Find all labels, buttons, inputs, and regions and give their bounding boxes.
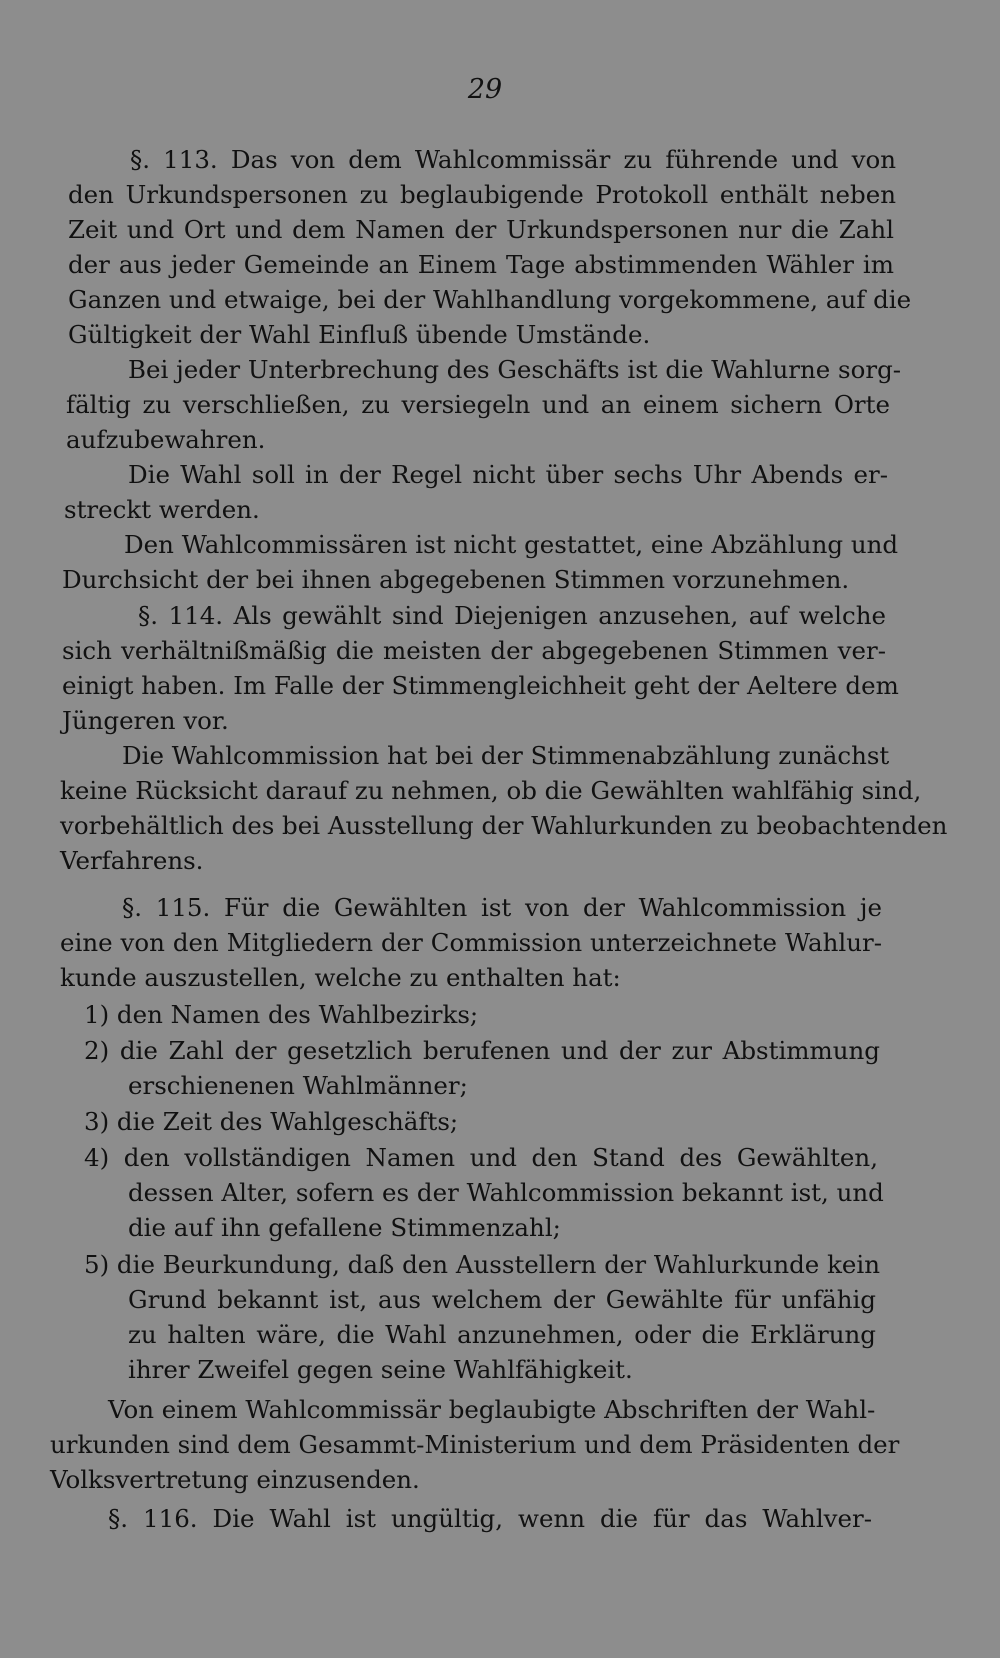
text-line: fältig zu verschließen, zu versiegeln und an einem sichern Orte: [66, 390, 890, 419]
list-item: 1) den Namen des Wahlbezirks;: [84, 1000, 479, 1029]
list-item-continuation: zu halten wäre, die Wahl anzunehmen, oder die Erklärung: [128, 1320, 876, 1349]
text-line: streckt werden.: [64, 495, 260, 524]
text-line: Die Wahlcommission hat bei der Stimmenabzählung zunächst: [122, 741, 890, 770]
text-line: §. 113. Das von dem Wahlcommissär zu führende und von: [130, 145, 896, 174]
list-item-continuation: Grund bekannt ist, aus welchem der Gewählte für unfähig: [128, 1285, 876, 1314]
list-item: 5) die Beurkundung, daß den Ausstellern der Wahlurkunde kein: [84, 1250, 881, 1279]
text-line: eine von den Mitgliedern der Commission unterzeichnete Wahlur-: [60, 928, 882, 957]
text-line: Von einem Wahlcommissär beglaubigte Abschriften der Wahl-: [108, 1395, 876, 1424]
text-line: urkunden sind dem Gesammt-Ministerium und dem Präsidenten der: [50, 1430, 900, 1459]
text-line: sich verhältnißmäßig die meisten der abgegebenen Stimmen ver-: [62, 636, 886, 665]
text-line: Bei jeder Unterbrechung des Geschäfts ist die Wahlurne sorg-: [128, 355, 902, 384]
list-item: 2) die Zahl der gesetzlich berufenen und der zur Abstimmung: [84, 1036, 880, 1065]
text-line: Gültigkeit der Wahl Einfluß übende Umstände.: [68, 320, 651, 349]
list-item-continuation: dessen Alter, sofern es der Wahlcommission bekannt ist, und: [128, 1178, 884, 1207]
text-line: kunde auszustellen, welche zu enthalten hat:: [60, 963, 621, 992]
text-line: Ganzen und etwaige, bei der Wahlhandlung vorgekommene, auf die: [68, 285, 912, 314]
text-line: der aus jeder Gemeinde an Einem Tage abstimmenden Wähler im: [68, 250, 894, 279]
text-line: Die Wahl soll in der Regel nicht über sechs Uhr Abends er-: [128, 460, 888, 489]
text-line: den Urkundspersonen zu beglaubigende Protokoll enthält neben: [68, 180, 896, 209]
text-line: Durchsicht der bei ihnen abgegebenen Stimmen vorzunehmen.: [62, 565, 850, 594]
text-line: Zeit und Ort und dem Namen der Urkundspersonen nur die Zahl: [68, 215, 894, 244]
text-line: §. 116. Die Wahl ist ungültig, wenn die für das Wahlver-: [108, 1504, 872, 1533]
list-item-continuation: erschienenen Wahlmänner;: [128, 1071, 468, 1100]
text-line: Verfahrens.: [60, 846, 204, 875]
list-item-continuation: die auf ihn gefallene Stimmenzahl;: [128, 1213, 561, 1242]
page-number: 29: [467, 74, 503, 105]
text-line: keine Rücksicht darauf zu nehmen, ob die Gewählten wahlfähig sind,: [60, 776, 922, 805]
list-item: 4) den vollständigen Namen und den Stand des Gewählten,: [84, 1143, 878, 1172]
text-line: Volksvertretung einzusenden.: [50, 1465, 420, 1494]
list-item: 3) die Zeit des Wahlgeschäfts;: [84, 1107, 459, 1136]
text-line: aufzubewahren.: [66, 425, 266, 454]
text-line: Den Wahlcommissären ist nicht gestattet, eine Abzählung und: [124, 530, 899, 559]
text-line: §. 114. Als gewählt sind Diejenigen anzusehen, auf welche: [138, 601, 886, 630]
text-line: vorbehältlich des bei Ausstellung der Wahlurkunden zu beobachtenden: [60, 811, 948, 840]
text-line: einigt haben. Im Falle der Stimmengleichheit geht der Aeltere dem: [62, 671, 899, 700]
text-line: §. 115. Für die Gewählten ist von der Wahlcommission je: [122, 893, 882, 922]
text-line: Jüngeren vor.: [62, 706, 229, 735]
list-item-continuation: ihrer Zweifel gegen seine Wahlfähigkeit.: [128, 1355, 633, 1384]
